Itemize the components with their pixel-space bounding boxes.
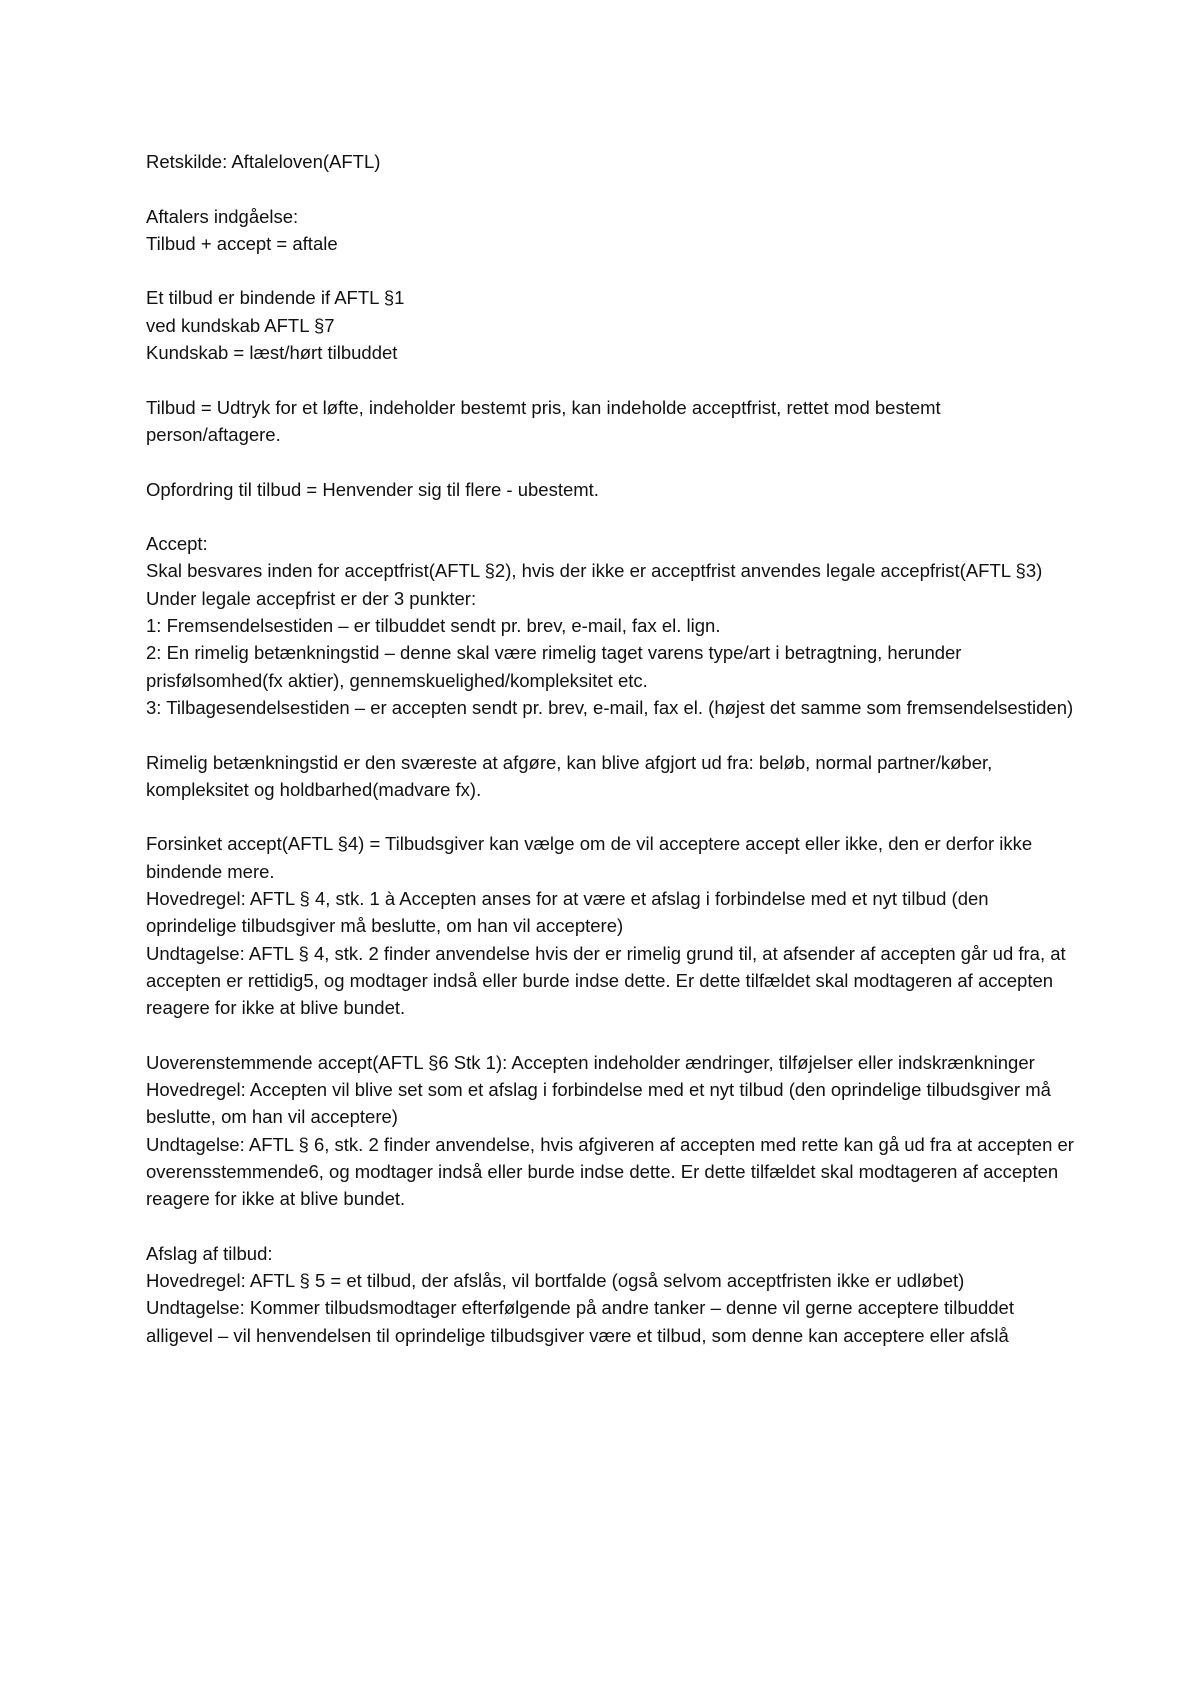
text-line: Tilbud + accept = aftale: [146, 232, 338, 254]
text-line: Accept:: [146, 533, 208, 555]
paragraph-rejection: [146, 1240, 1076, 1349]
text-line: Skal besvares inden for acceptfrist(AFTL §2), hvis der ikke er acceptfrist anvendes legale accepfrist(AFTL §3): [146, 560, 1043, 582]
paragraph-acceptance: [146, 530, 1076, 721]
text-line: Undtagelse: AFTL § 6, stk. 2 finder anvendelse, hvis afgiveren af accepten med rette kan gå ud fra at accepten er overensstemmende6, og modtager indså eller burde indse dette. Er dette tilfældet skal modtageren af accepten reagere for ikke at blive bundet.: [146, 1133, 1074, 1210]
paragraph-reasonable-time: [146, 749, 1076, 804]
text-line: ved kundskab AFTL §7: [146, 314, 335, 336]
text-line: Hovedregel: AFTL § 5 = et tilbud, der afslås, vil bortfalde (også selvom acceptfristen ikke er udløbet): [146, 1270, 965, 1292]
paragraph-nonconforming-acceptance: [146, 1049, 1076, 1213]
text-line: Et tilbud er bindende if AFTL §1: [146, 287, 405, 309]
text-line: Rimelig betænkningstid er den sværeste at afgøre, kan blive afgjort ud fra: beløb, normal partner/køber, kompleksitet og holdbarhed(madvare fx).: [146, 751, 993, 800]
text-line: Forsinket accept(AFTL §4) = Tilbudsgiver kan vælge om de vil acceptere accept eller ikke, den er derfor ikke bindende mere.: [146, 833, 1033, 882]
text-line: 1: Fremsendelsestiden – er tilbuddet sendt pr. brev, e-mail, fax el. lign.: [146, 615, 721, 637]
paragraph-invitation: [146, 476, 1076, 503]
text-line: Under legale accepfrist er der 3 punkter:: [146, 587, 477, 609]
text-line: 3: Tilbagesendelsestiden – er accepten sendt pr. brev, e-mail, fax el. (højest det samme som fremsendelsestiden): [146, 696, 1074, 718]
text-line: Uoverenstemmende accept(AFTL §6 Stk 1): Accepten indeholder ændringer, tilføjelser eller indskrænkninger: [146, 1051, 1035, 1073]
text-line: Opfordring til tilbud = Henvender sig til flere - ubestemt.: [146, 478, 599, 500]
paragraph-binding: [146, 284, 1076, 366]
text-line: Tilbud = Udtryk for et løfte, indeholder bestemt pris, kan indeholde acceptfrist, rettet mod bestemt person/aftagere.: [146, 396, 941, 445]
paragraph-late-acceptance: [146, 830, 1076, 1021]
text-line: Hovedregel: Accepten vil blive set som et afslag i forbindelse med et nyt tilbud (den oprindelige tilbudsgiver må beslutte, om han vil acceptere): [146, 1079, 1051, 1128]
text-line: Kundskab = læst/hørt tilbuddet: [146, 342, 398, 364]
text-line: Aftalers indgåelse:: [146, 205, 299, 227]
paragraph-source: [146, 148, 1076, 175]
text-line: Afslag af tilbud:: [146, 1242, 273, 1264]
text-line: Hovedregel: AFTL § 4, stk. 1 à Accepten anses for at være et afslag i forbindelse med et nyt tilbud (den oprindelige tilbudsgiver må beslutte, om han vil acceptere): [146, 888, 989, 937]
text-line: 2: En rimelig betænkningstid – denne skal være rimelig taget varens type/art i betragtning, herunder prisfølsomhed(fx aktier), gennemskuelighed/kompleksitet etc.: [146, 642, 962, 691]
paragraph-offer-definition: [146, 394, 1076, 449]
text-line: Retskilde: Aftaleloven(AFTL): [146, 151, 381, 172]
document-body: [146, 148, 1076, 1376]
text-line: Undtagelse: AFTL § 4, stk. 2 finder anvendelse hvis der er rimelig grund til, at afsender af accepten går ud fra, at accepten er rettidig5, og modtager indså eller burde indse dette. Er dette tilfældet skal modtageren af accepten reagere for ikke at blive bundet.: [146, 942, 1066, 1019]
paragraph-formation: [146, 203, 1076, 258]
text-line: Undtagelse: Kommer tilbudsmodtager efterfølgende på andre tanker – denne vil gerne acceptere tilbuddet alligevel – vil henvendelsen til oprindelige tilbudsgiver være et tilbud, som denne kan acceptere eller afslå: [146, 1297, 1014, 1346]
